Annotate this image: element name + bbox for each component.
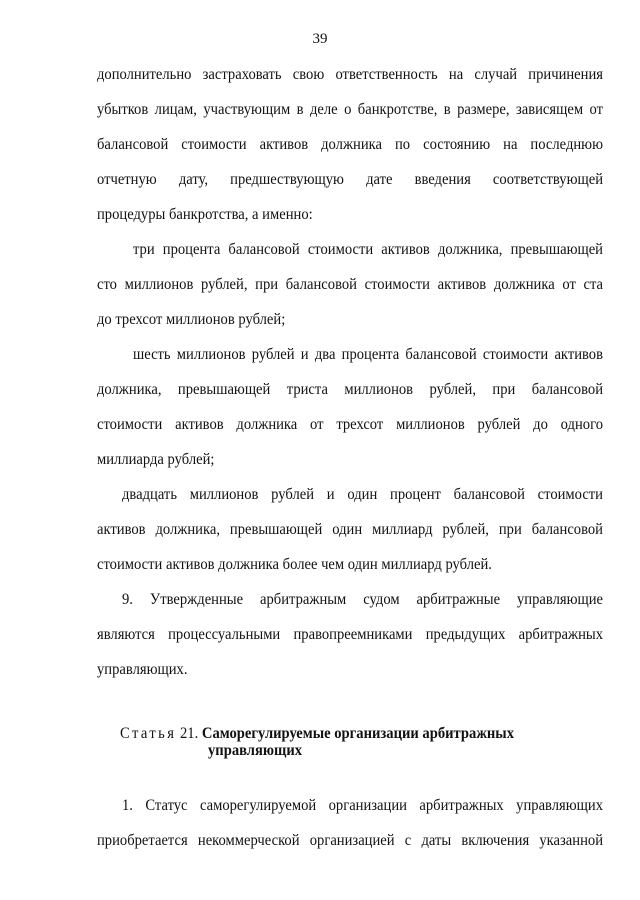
text-line: дополнительно застраховать свою ответственность на случай причинения: [97, 66, 603, 84]
text-line: активов должника, превышающей один миллиард рублей, при балансовой: [97, 521, 603, 539]
text-line: миллиарда рублей;: [97, 451, 215, 469]
text-line: приобретается некоммерческой организацией с даты включения указанной: [97, 832, 603, 850]
article-label: Статья: [120, 725, 177, 743]
text-line: 1. Статус саморегулируемой организации арбитражных управляющих: [122, 797, 603, 815]
text-line: являются процессуальными правопреемниками предыдущих арбитражных: [97, 626, 603, 644]
text-line: управляющих.: [97, 661, 188, 679]
text-line: сто миллионов рублей, при балансовой стоимости активов должника от ста: [97, 276, 603, 294]
text-line: отчетную дату, предшествующую дате введения соответствующей: [97, 171, 603, 189]
text-line: стоимости активов должника от трехсот миллионов рублей до одного: [97, 416, 603, 434]
article-number: 21.: [180, 725, 199, 743]
page-number: 39: [312, 31, 328, 47]
text-line: шесть миллионов рублей и два процента балансовой стоимости активов: [133, 346, 603, 364]
article-title-continued: управляющих: [208, 742, 303, 760]
article-label-line: [120, 724, 514, 743]
text-line: три процента балансовой стоимости активов должника, превышающей: [133, 241, 603, 259]
text-line: двадцать миллионов рублей и один процент балансовой стоимости: [122, 486, 603, 504]
text-line: балансовой стоимости активов должника по состоянию на последнюю: [97, 136, 603, 154]
text-line: стоимости активов должника более чем один миллиард рублей.: [97, 556, 492, 574]
text-line: убытков лицам, участвующим в деле о банкротстве, в размере, зависящем от: [97, 101, 603, 119]
text-line: должника, превышающей триста миллионов рублей, при балансовой: [97, 381, 603, 399]
text-line: процедуры банкротства, а именно:: [97, 206, 313, 224]
text-line: до трехсот миллионов рублей;: [97, 311, 286, 329]
text-line: 9. Утвержденные арбитражным судом арбитражные управляющие: [122, 591, 603, 609]
article-title: Саморегулируемые организации арбитражных: [201, 725, 514, 743]
